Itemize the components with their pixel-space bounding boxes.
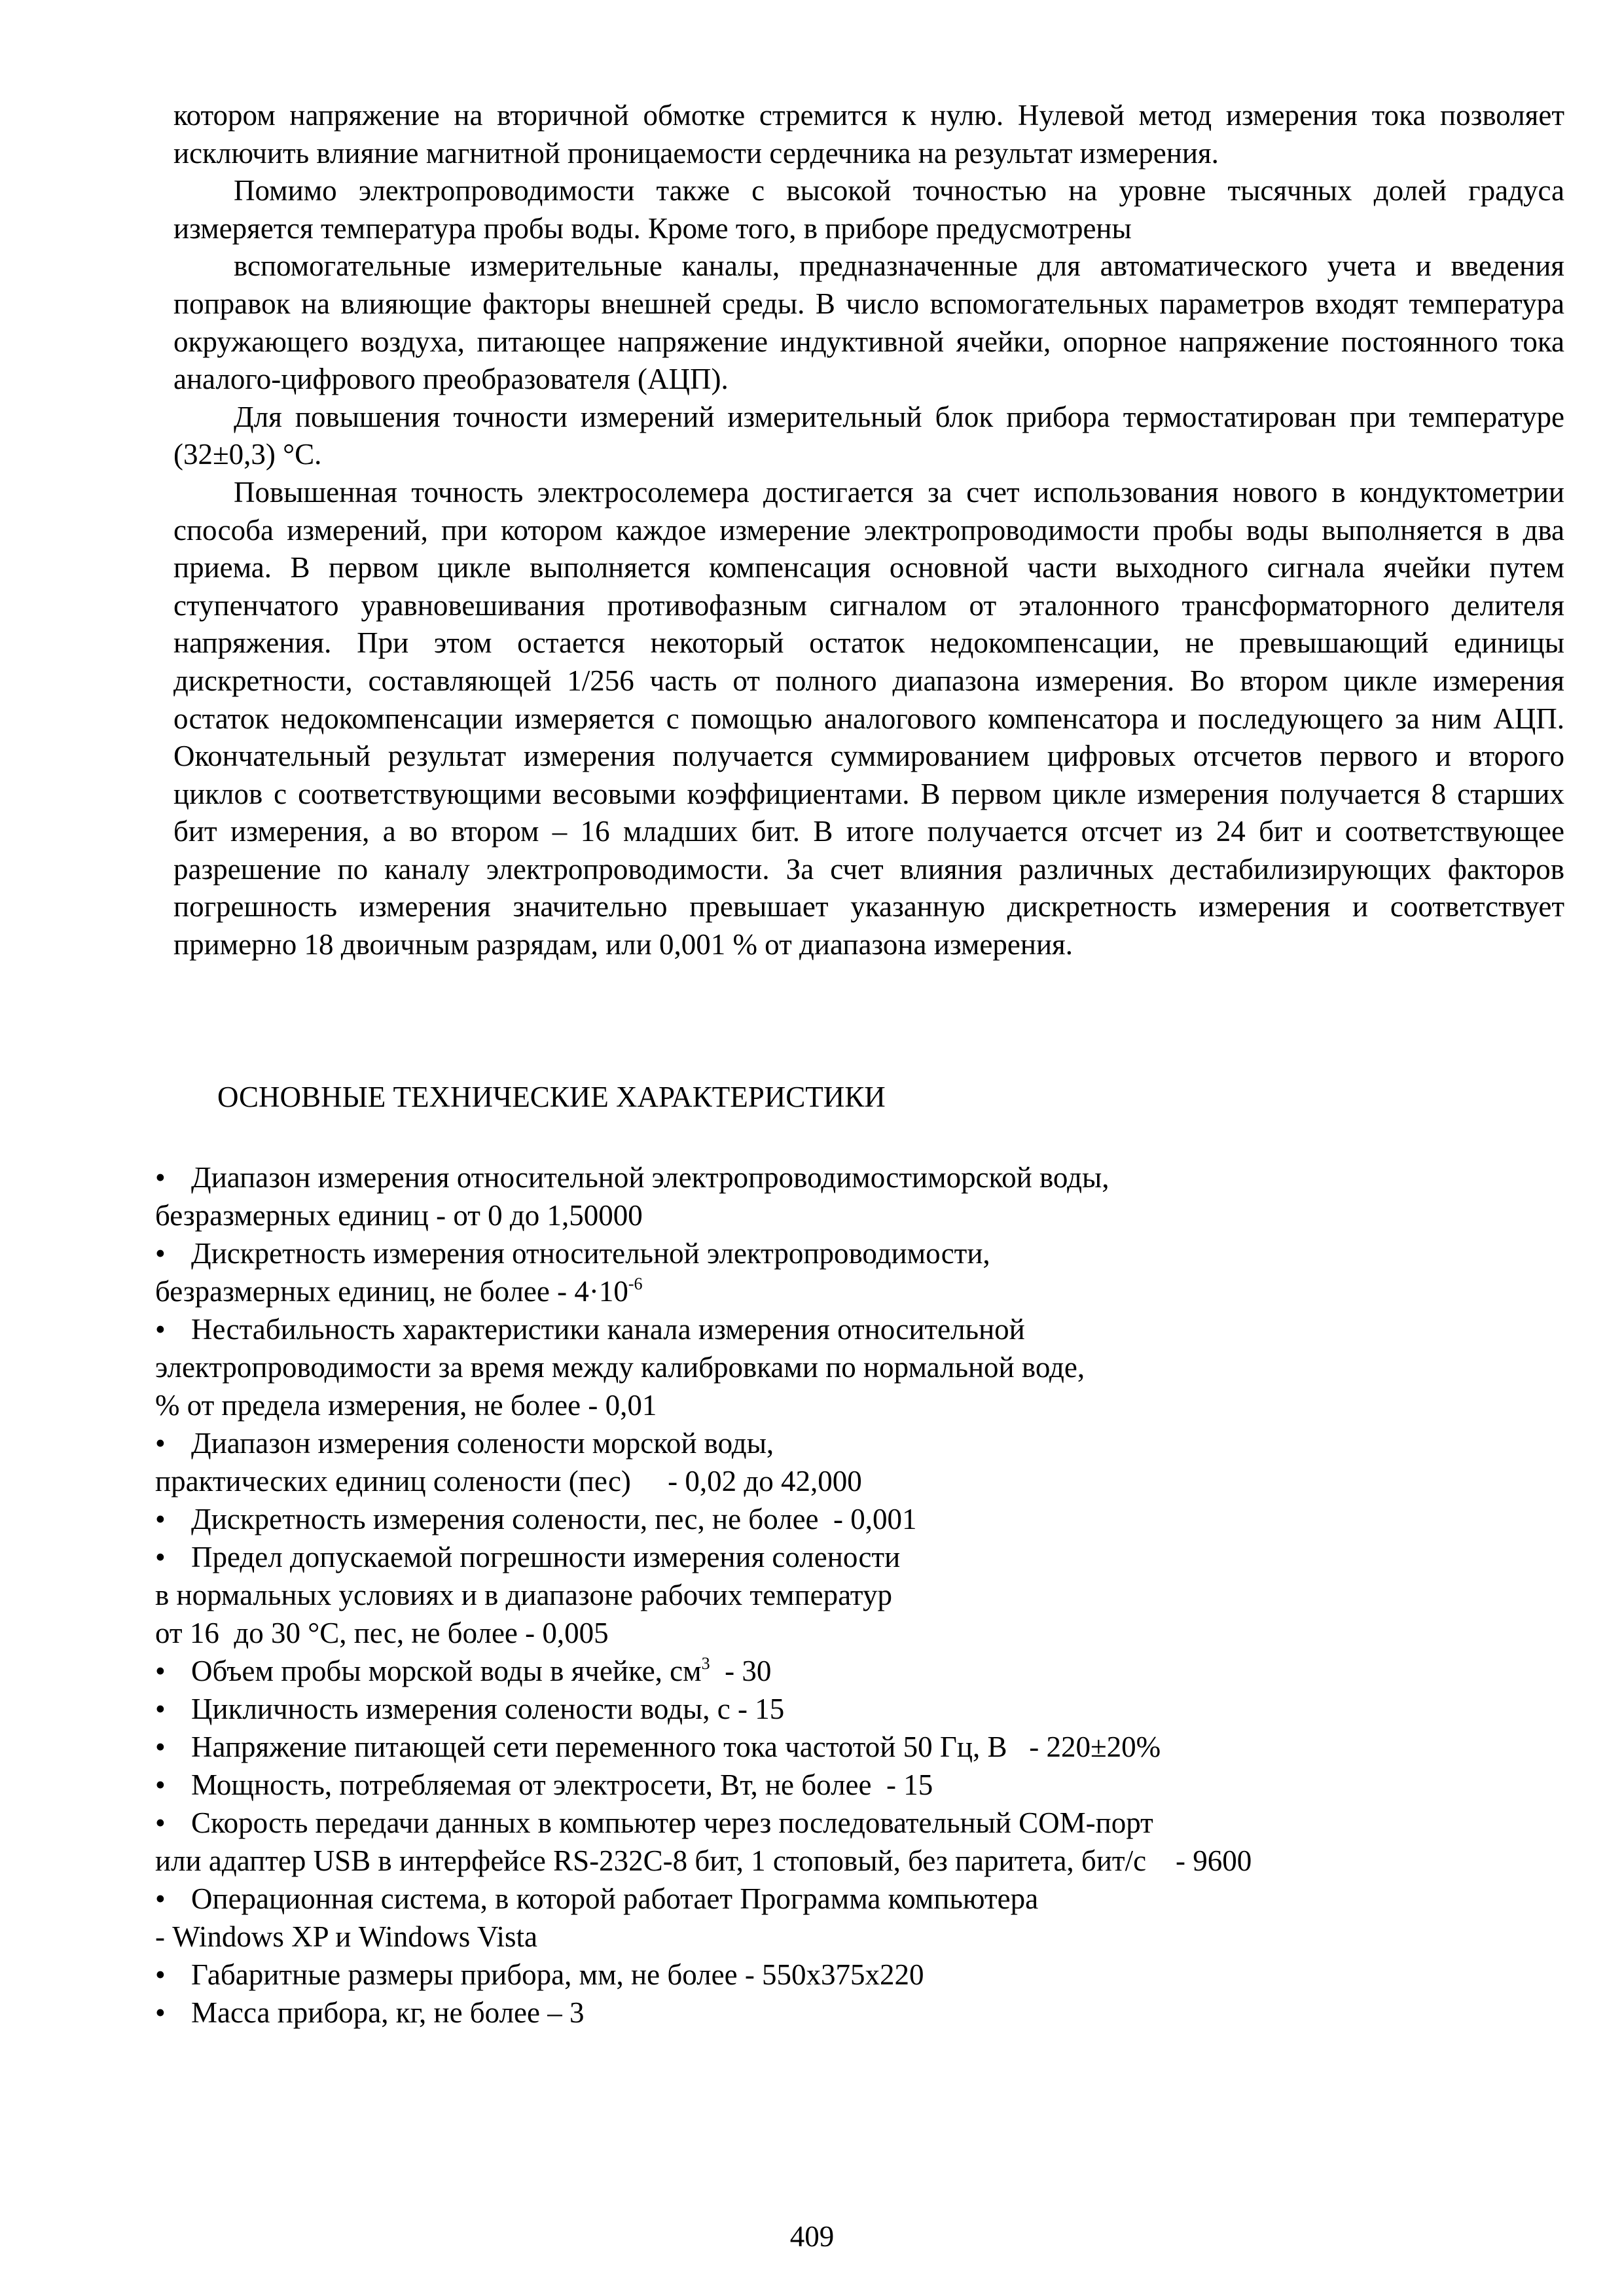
spec-text: Диапазон измерения солености морской воды,	[191, 1427, 774, 1460]
spec-item-1	[155, 1158, 1556, 1234]
exponent: 3	[701, 1654, 710, 1673]
spec-text: безразмерных единиц - от 0 до 1,50000	[155, 1199, 643, 1232]
bullet-icon: •	[155, 1693, 166, 1725]
bullet-icon: •	[155, 1541, 166, 1573]
section-heading: ОСНОВНЫЕ ТЕХНИЧЕСКИЕ ХАРАКТЕРИСТИКИ	[217, 1081, 886, 1113]
spec-text: Скорость передачи данных в компьютер через последовательный СОМ-порт	[191, 1806, 1153, 1839]
bullet-icon: •	[155, 1958, 166, 1991]
paragraph-4: Для повышения точности измерений измерительный блок прибора термостатирован при температуре (32±0,3) °С.	[173, 400, 1564, 471]
bullet-icon: •	[155, 1882, 166, 1915]
spec-text: Дискретность измерения солености, пес, не более - 0,001	[191, 1503, 917, 1535]
spec-list	[155, 1158, 1556, 2032]
spec-item-7	[155, 1652, 1556, 1690]
spec-item-5	[155, 1500, 1556, 1538]
paragraph-5: Повышенная точность электросолемера достигается за счет использования нового в кондуктометрии способа измерений, при котором каждое измерение электропроводимости пробы воды выполняется в два приема. В первом цикле выполняется компенсация основной части выходного сигнала ячейки путем ступенчатого уравновешивания противофазным сигналом от эталонного трансформаторного делителя напряжения. При этом остается некоторый остаток недокомпенсации, не превышающий единицы дискретности, составляющей 1/256 часть от полного диапазона измерения. Во втором цикле измерения остаток недокомпенсации измеряется с помощью аналогового компенсатора и последующего за ним АЦП. Окончательный результат измерения получается суммированием цифровых отсчетов первого и второго циклов с соответствующими весовыми коэффициентами. В первом цикле измерения получается 8 старших бит измерения, а во втором – 16 младших бит. В итоге получается отсчет из 24 бит и соответствующее разрешение по каналу электропроводимости. За счет влияния различных дестабилизирующих факторов погрешность измерения значительно превышает указанную дискретность измерения и соответствует примерно 18 двоичным разрядам, или 0,001 % от диапазона измерения.	[173, 475, 1564, 961]
spec-item-13	[155, 1956, 1556, 1994]
paragraph-1: котором напряжение на вторичной обмотке стремится к нулю. Нулевой метод измерения тока позволяет исключить влияние магнитной проницаемости сердечника на результат измерения.	[173, 99, 1564, 170]
spec-text: Объем пробы морской воды в ячейке, см	[191, 1655, 702, 1687]
page-number: 409	[789, 2220, 835, 2253]
spec-item-3	[155, 1310, 1556, 1424]
spec-item-11	[155, 1804, 1556, 1880]
spec-text: Диапазон измерения относительной электропроводимостиморской воды,	[191, 1161, 1110, 1194]
bullet-icon: •	[155, 1655, 166, 1687]
spec-text: Нестабильность характеристики канала измерения относительной	[191, 1313, 1025, 1346]
spec-item-12	[155, 1880, 1556, 1956]
spec-text: от 16 до 30 °С, пес, не более - 0,005	[155, 1617, 609, 1649]
bullet-icon: •	[155, 1731, 166, 1763]
paragraph-2: Помимо электропроводимости также с высокой точностью на уровне тысячных долей градуса измеряется температура пробы воды. Кроме того, в приборе предусмотрены	[173, 174, 1564, 245]
spec-text: Цикличность измерения солености воды, с - 15	[191, 1693, 785, 1725]
spec-item-6	[155, 1538, 1556, 1652]
bullet-icon: •	[155, 1161, 166, 1194]
spec-text: практических единиц солености (пес) - 0,02 до 42,000	[155, 1465, 862, 1498]
paragraph-3: вспомогательные измерительные каналы, предназначенные для автоматического учета и введения поправок на влияющие факторы внешней среды. В число вспомогательных параметров входят температура окружающего воздуха, питающее напряжение индуктивной ячейки, опорное напряжение постоянного тока аналого-цифрового преобразователя (АЦП).	[173, 249, 1564, 396]
spec-text: Напряжение питающей сети переменного тока частотой 50 Гц, В - 220±20%	[191, 1731, 1161, 1763]
body-text	[173, 97, 1564, 964]
spec-item-9	[155, 1728, 1556, 1766]
spec-text: - 30	[710, 1655, 772, 1687]
spec-text: в нормальных условиях и в диапазоне рабочих температур	[155, 1579, 892, 1611]
spec-text: Операционная система, в которой работает Программа компьютера	[191, 1882, 1039, 1915]
spec-text: % от предела измерения, не более - 0,01	[155, 1389, 657, 1422]
spec-item-8	[155, 1690, 1556, 1728]
spec-item-10	[155, 1766, 1556, 1804]
spec-text: электропроводимости за время между калибровками по нормальной воде,	[155, 1351, 1085, 1384]
spec-item-2	[155, 1234, 1556, 1310]
bullet-icon: •	[155, 1503, 166, 1535]
spec-text: безразмерных единиц, не более - 4·10	[155, 1275, 628, 1308]
bullet-icon: •	[155, 1237, 166, 1270]
exponent: -6	[628, 1274, 643, 1293]
bullet-icon: •	[155, 1768, 166, 1801]
spec-text: Дискретность измерения относительной электропроводимости,	[191, 1237, 990, 1270]
spec-text: Мощность, потребляемая от электросети, Вт, не более - 15	[191, 1768, 933, 1801]
bullet-icon: •	[155, 1427, 166, 1460]
bullet-icon: •	[155, 1996, 166, 2029]
spec-text: Предел допускаемой погрешности измерения солености	[191, 1541, 901, 1573]
spec-item-14	[155, 1994, 1556, 2032]
spec-text: Масса прибора, кг, не более – 3	[191, 1996, 585, 2029]
spec-text: - Windows XP и Windows Vista	[155, 1920, 538, 1953]
spec-item-4	[155, 1424, 1556, 1500]
bullet-icon: •	[155, 1806, 166, 1839]
spec-text: или адаптер USB в интерфейсе RS-232С-8 бит, 1 стоповый, без паритета, бит/с - 9600	[155, 1844, 1252, 1877]
bullet-icon: •	[155, 1313, 166, 1346]
spec-text: Габаритные размеры прибора, мм, не более - 550х375х220	[191, 1958, 924, 1991]
